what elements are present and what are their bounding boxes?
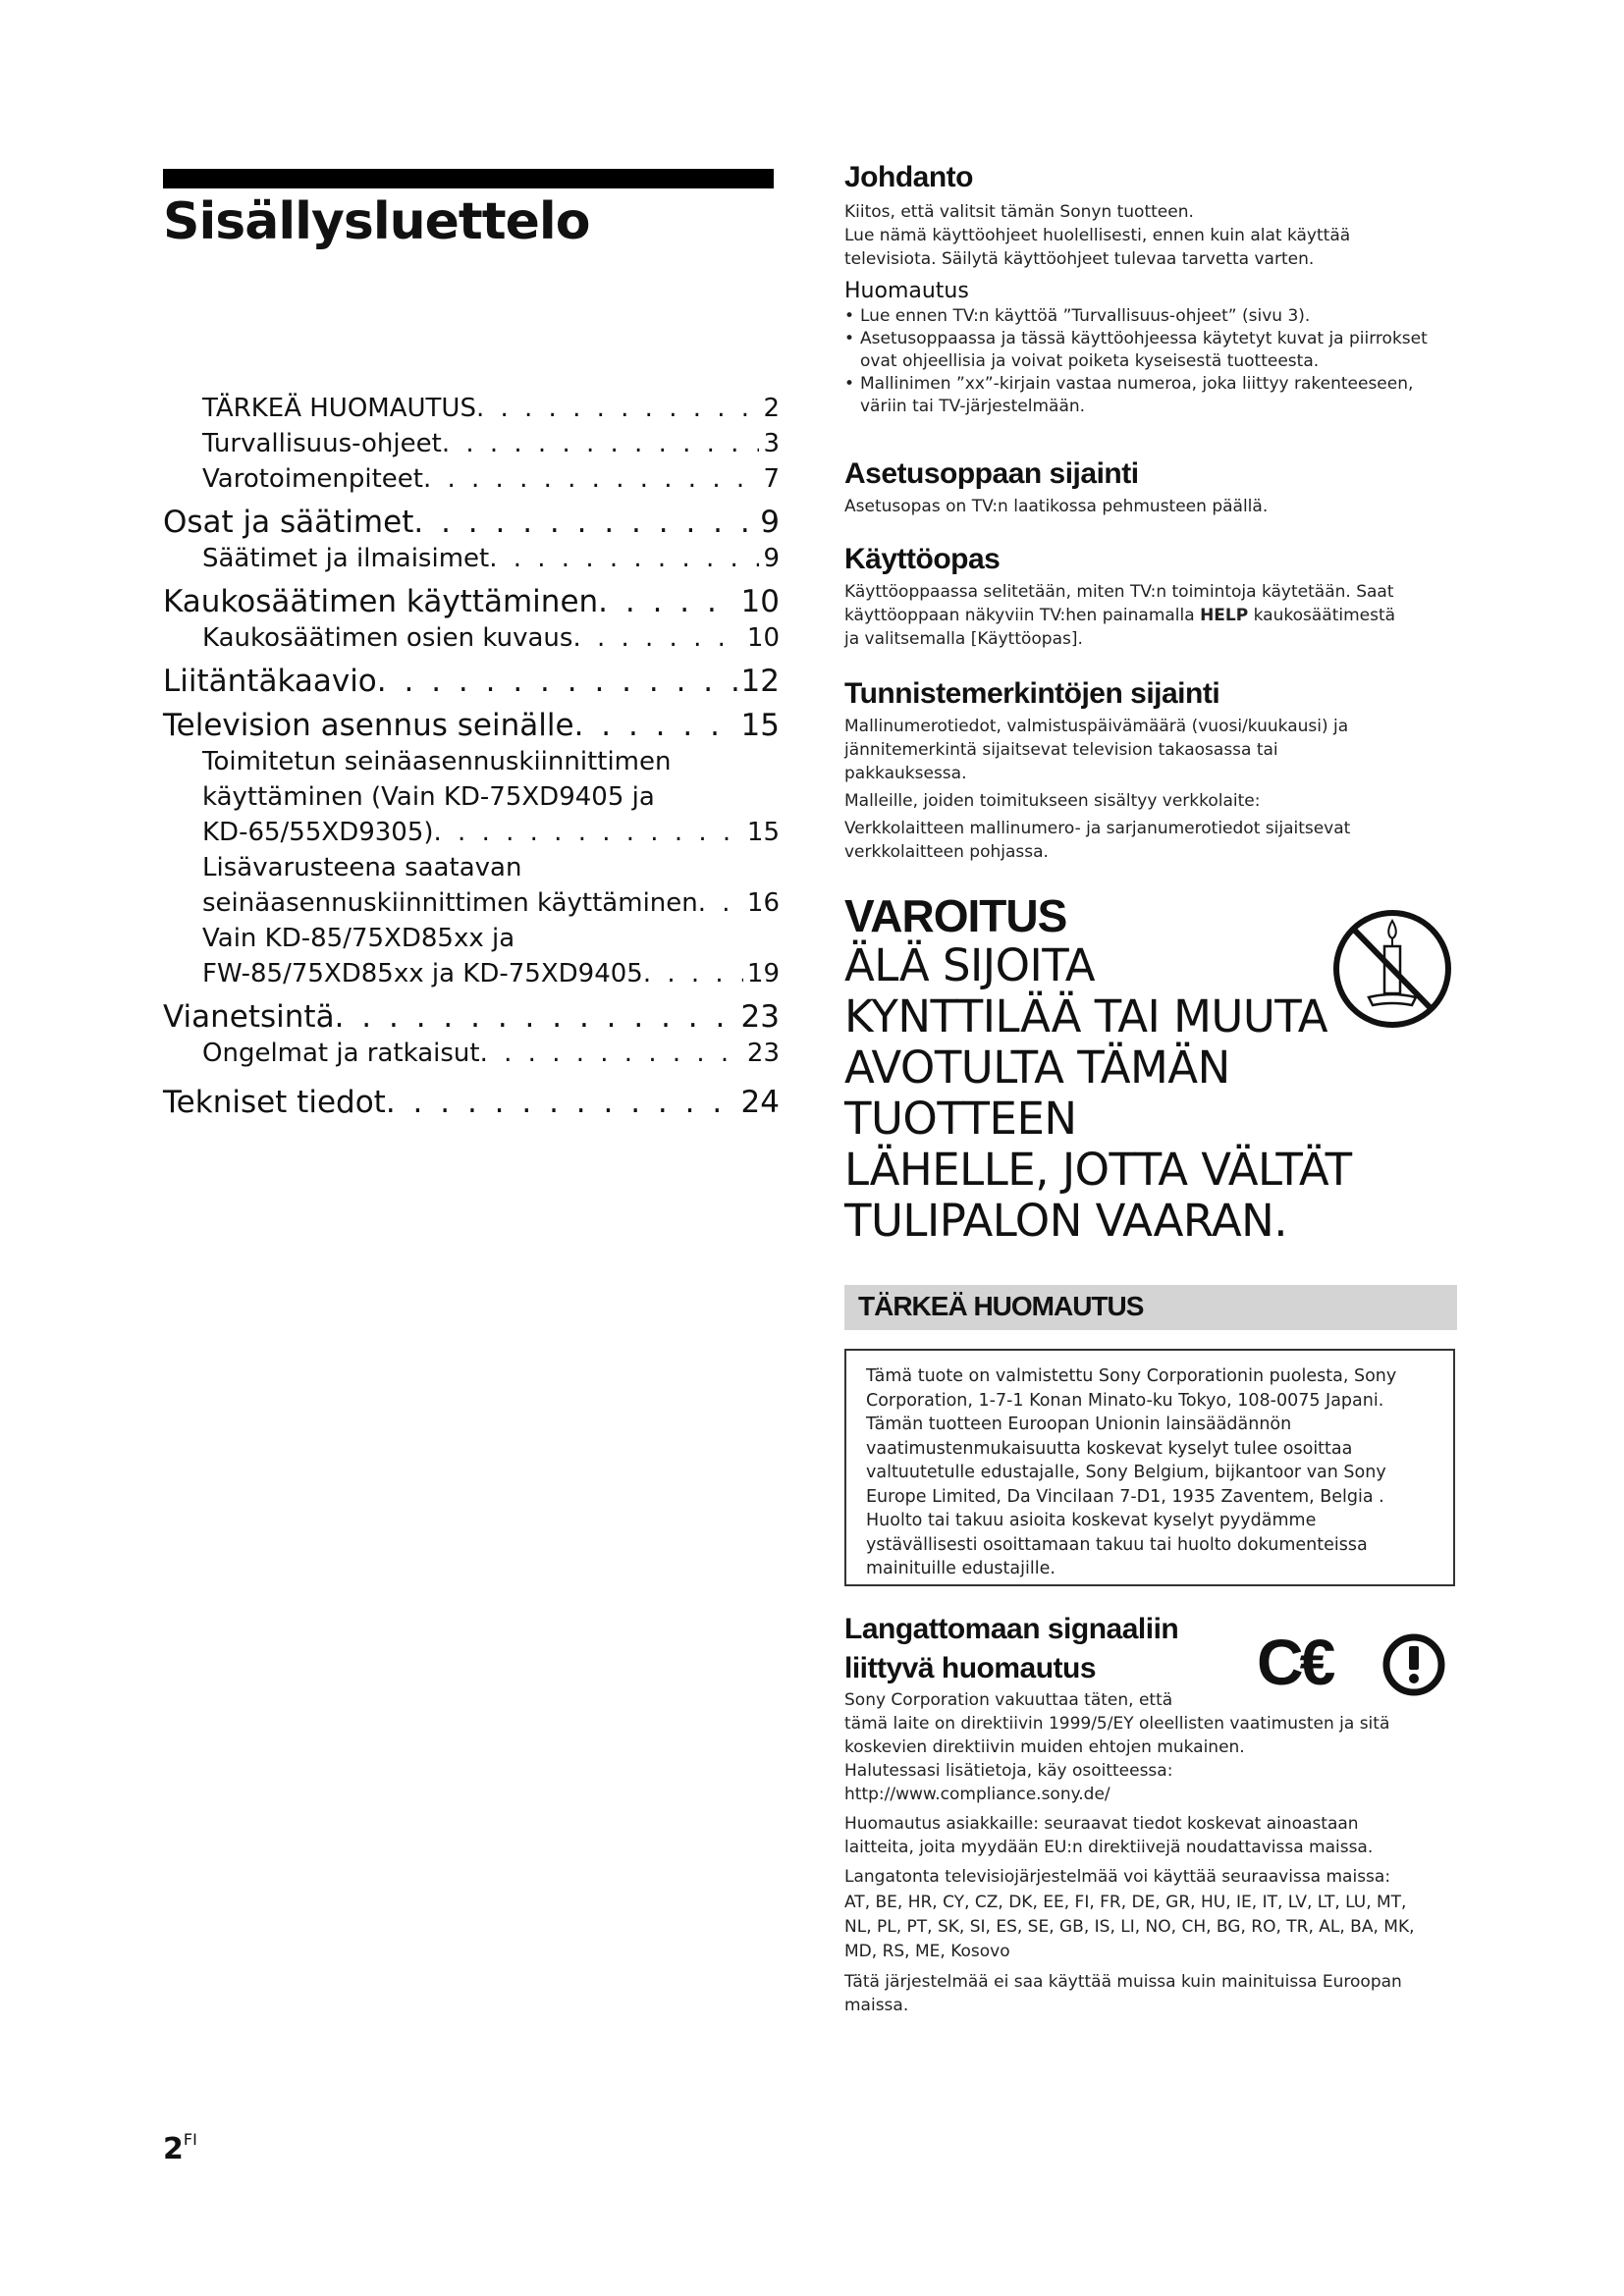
wireless-body: Sony Corporation vakuuttaa täten, että tämä laite on direktiivin 1999/5/EY oleellisten vaatimusten ja sitä koskevien direktiivin muiden ehtojen mukainen. Halutessasi lisätietoja, käy osoitteessa: http://www.compliance.sony.de/ Huomautus asiakkaille: seuraavat tiedot koskevat ainoastaan laitteita, joita myydään EU:n direktiivejä noudattavissa maissa. Langatonta televisiojärjestelmää voi käyttää seuraavissa maissa: AT, BE, HR, CY, CZ, DK, EE, FI, FR, DE, GR, HU, IE, IT, LV, LT, LU, MT, NL, PL, PT, SK, SI, ES, SE, GB, IS, LI, NO, CH, BG, RO, TR, AL, BA, MK, MD, RS, ME, Kosovo Tätä järjestelmää ei saa käyttää muissa kuin mainituissa Euroopan maissa. — [844, 1688, 1473, 2017]
note-list — [844, 305, 1457, 418]
list-item: • Lue ennen TV:n käyttöä ”Turvallisuus-ohjeet” (sivu 3). — [844, 305, 1457, 328]
note-heading: Huomautus — [844, 279, 969, 303]
toc-item[interactable]: Toimitetun seinäasennuskiinnittimen käyttäminen (Vain KD-75XD9405 ja — [202, 747, 672, 812]
compliance-link[interactable]: http://www.compliance.sony.de/ — [844, 1785, 1110, 1804]
toc-item-continued[interactable]: FW-85/75XD85xx ja KD-75XD9405 . . . 19 — [163, 956, 780, 991]
toc-item-continued[interactable]: KD-65/55XD9305) . . . 15 — [163, 815, 780, 850]
list-item: • Mallinimen ”xx”-kirjain vastaa numeroa, joka liittyy rakenteeseen, väriin tai TV-järjestelmään. — [844, 373, 1457, 418]
toc-item[interactable]: Vain KD-85/75XD85xx ja — [202, 924, 515, 953]
ce-mark-icon: C€ — [1257, 1626, 1332, 1698]
section-johdanto: Johdanto Kiitos, että valitsit tämän Sonyn tuotteen. Lue nämä käyttöohjeet huolellisesti, ennen kuin alat käyttää televisiota. Säilytä käyttöohjeet tulevaa tarvetta varten. Huomautus • Lue ennen TV:n käyttöä ”Turvallisuus-ohjeet” (sivu 3). • Asetusoppaassa ja tässä käyttöohjeessa käytetyt kuvat ja piirrokset ovat ohjeellisia ja voivat poiketa kyseisestä tuotteesta. • Mallinimen ”xx”-kirjain vastaa numeroa, joka liittyy rakenteeseen, väriin tai TV-järjestelmään. — [844, 161, 1457, 418]
title-bar — [163, 169, 774, 188]
toc-item[interactable]: Tekniset tiedot . . . 24 — [163, 1085, 780, 1121]
toc-item[interactable]: Kaukosäätimen osien kuvaus . . . 10 — [163, 620, 780, 656]
section-asetusopas: Asetusoppaan sijainti Asetusopas on TV:n laatikossa pehmusteen päällä. — [844, 457, 1457, 518]
warning-title: VAROITUS — [844, 890, 1067, 941]
toc-item[interactable]: Varotoimenpiteet . . . 7 — [163, 461, 780, 497]
toc-item[interactable]: Säätimet ja ilmaisimet . . . 9 — [163, 541, 780, 576]
wireless-heading: Langattomaan signaaliin liittyvä huomautus — [844, 1613, 1179, 1684]
section-heading: Tunnistemerkintöjen sijainti — [844, 677, 1220, 710]
section-heading: Asetusoppaan sijainti — [844, 457, 1139, 490]
page-title: Sisällysluettelo — [163, 192, 590, 251]
toc-item[interactable]: Television asennus seinälle . . . 15 — [163, 708, 780, 744]
important-notice-box: Tämä tuote on valmistettu Sony Corporationin puolesta, Sony Corporation, 1-7-1 Konan Minato-ku Tokyo, 108-0075 Japani. Tämän tuotteen Euroopan Unionin lainsäädännön vaatimustenmukaisuutta koskevat kyselyt tulee osoittaa valtuutetulle edustajalle, Sony Belgium, bijkantoor van Sony Europe Limited, Da Vincilaan 7-D1, 1935 Zaventem, Belgia . Huolto tai takuu asioita koskevat kyselyt pyydämme ystävällisesti osoittamaan takuu tai huolto dokumenteissa mainituille edustajille. — [844, 1349, 1455, 1586]
warning-text: ÄLÄ SIJOITA KYNTTILÄÄ TAI MUUTA AVOTULTA TÄMÄN TUOTTEEN LÄHELLE, JOTTA VÄLTÄT TULIPALON VAARAN. — [844, 939, 1352, 1247]
section-kayttoopas: Käyttöopas Käyttöoppaassa selitetään, miten TV:n toimintoja käytetään. Saat käyttöoppaan näkyviin TV:hen painamalla HELP kaukosäätimestä ja valitsemalla [Käyttöopas]. — [844, 543, 1457, 651]
toc-item[interactable]: Turvallisuus-ohjeet . . . 3 — [163, 426, 780, 461]
no-candle-icon — [1329, 907, 1455, 1031]
page-number: $2^{FI}$ — [163, 2130, 197, 2166]
toc-item-continued[interactable]: seinäasennuskiinnittimen käyttäminen . . . 16 — [163, 885, 780, 921]
table-of-contents — [163, 391, 780, 1121]
toc-item[interactable]: Kaukosäätimen käyttäminen . . . 10 — [163, 584, 780, 620]
toc-item[interactable]: Liitäntäkaavio . . . 12 — [163, 664, 780, 700]
important-notice-header: TÄRKEÄ HUOMAUTUS — [844, 1285, 1457, 1330]
toc-item[interactable]: Osat ja säätimet . . . 9 — [163, 505, 780, 541]
section-tunniste: Tunnistemerkintöjen sijainti Mallinumerotiedot, valmistuspäivämäärä (vuosi/kuukausi) ja jännitemerkintä sijaitsevat television takaosassa tai pakkauksessa. Malleille, joiden toimitukseen sisältyy verkkolaite: Verkkolaitteen mallinumero- ja sarjanumerotiedot sijaitsevat verkkolaitteen pohjassa. — [844, 677, 1457, 864]
toc-item[interactable]: Lisävarusteena saatavan — [202, 853, 522, 882]
section-heading: Käyttöopas — [844, 543, 1001, 575]
toc-item[interactable]: Ongelmat ja ratkaisut . . . 23 — [163, 1036, 780, 1071]
toc-item[interactable]: TÄRKEÄ HUOMAUTUS . . . 2 — [163, 391, 780, 426]
section-heading: Johdanto — [844, 161, 973, 193]
list-item: • Asetusoppaassa ja tässä käyttöohjeessa käytetyt kuvat ja piirrokset ovat ohjeellisia ja voivat poiketa kyseisestä tuotteesta. — [844, 328, 1457, 373]
toc-item[interactable]: Vianetsintä . . . 23 — [163, 999, 780, 1036]
